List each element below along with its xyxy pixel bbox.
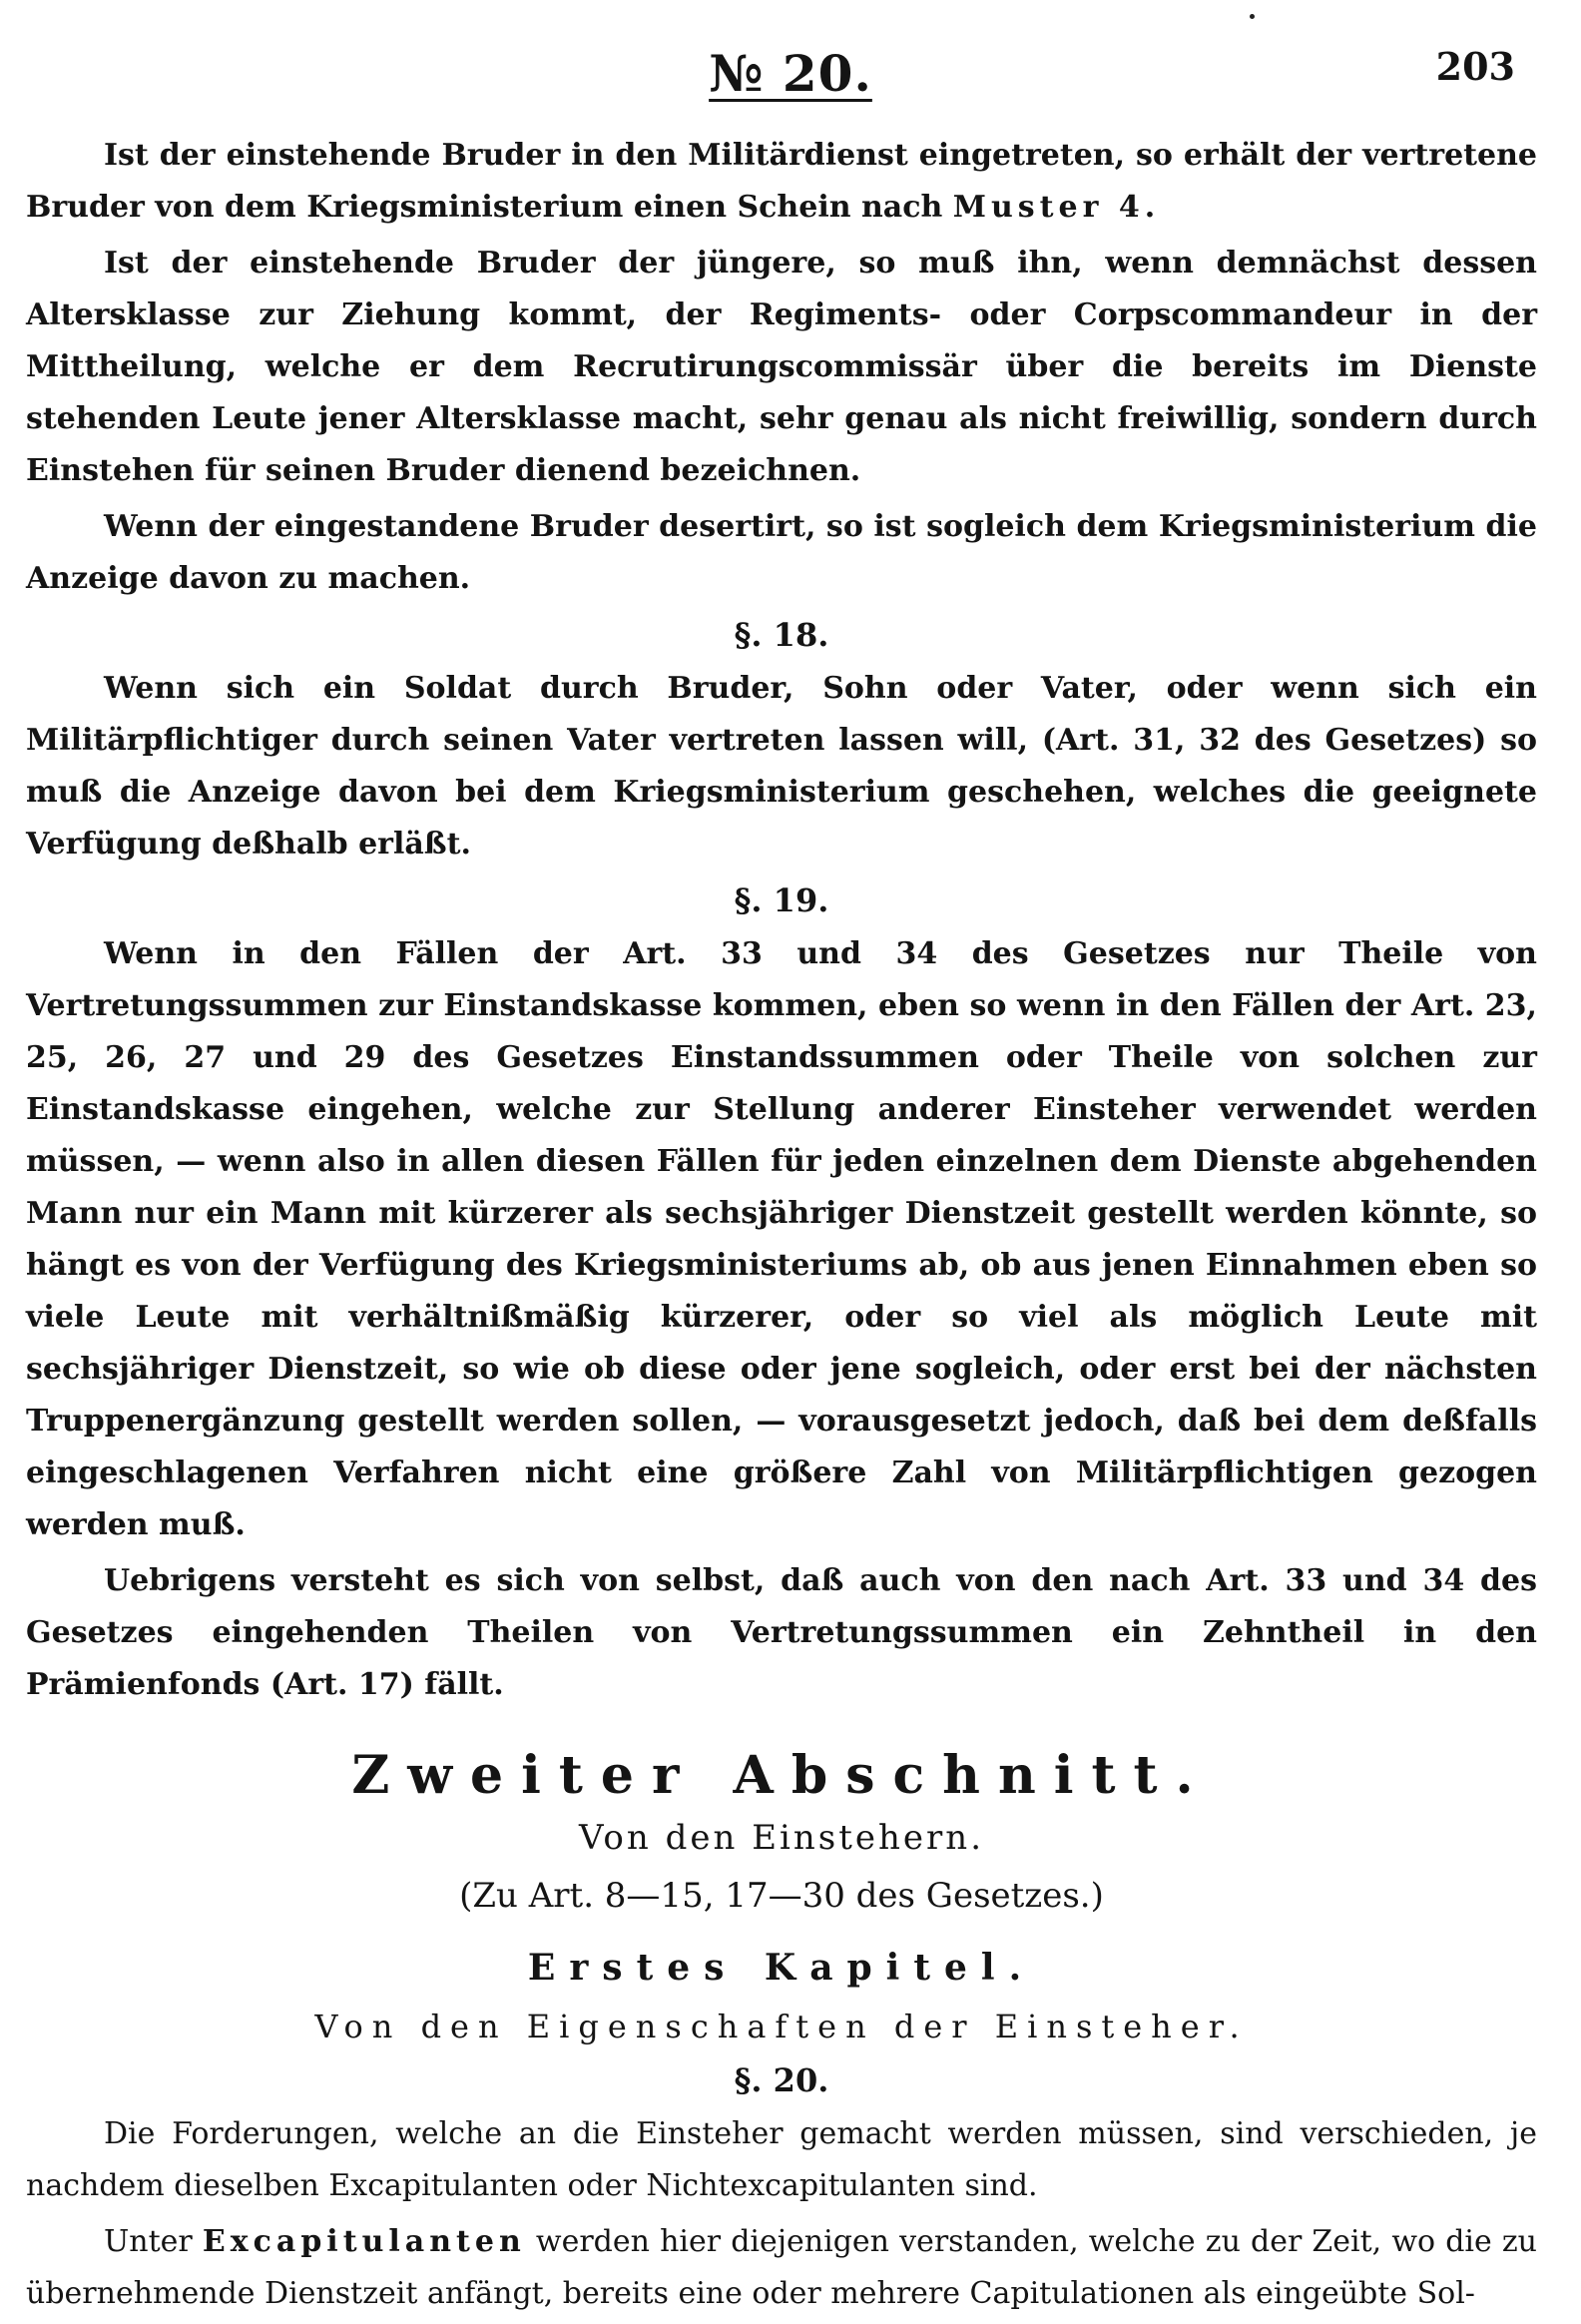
part-heading bbox=[26, 1741, 1537, 2052]
chapter-title: Erstes Kapitel. bbox=[527, 1947, 1036, 1989]
chapter-subtitle: Von den Eigenschaften der Einsteher. bbox=[314, 2008, 1249, 2045]
paragraph: Wenn der eingestandene Bruder desertirt, so ist sogleich dem Kriegsministerium die Anzeige davon zu machen. bbox=[26, 509, 1537, 596]
issue-number: № 20. bbox=[709, 44, 872, 103]
paragraph: Wenn sich ein Soldat durch Bruder, Sohn oder Vater, oder wenn sich ein Militärpflichtiger durch seinen Vater vertreten lassen will, (Art. 31, 32 des Gesetzes) so muß die Anzeige davon bei dem Kriegsministerium geschehen, welches die geeignete Verfügung deßhalb erläßt. bbox=[26, 671, 1537, 862]
page-number: 203 bbox=[1435, 44, 1515, 89]
paragraph: Ist der einstehende Bruder in den Militärdienst eingetreten, so erhält der vertretene Bruder von dem Kriegsministerium einen Schein nach Muster 4. bbox=[26, 138, 1537, 225]
paragraph: Uebrigens versteht es sich von selbst, daß auch von den nach Art. 33 und 34 des Gesetzes eingehenden Theilen von Vertretungssummen ein Zehntheil in den Prämienfonds (Art. 17) fällt. bbox=[26, 1563, 1537, 1702]
paragraph: Die Forderungen, welche an die Einsteher gemacht werden müssen, sind verschieden, je nachdem dieselben Excapitulanten oder Nichtexcapitulanten sind. bbox=[26, 2116, 1537, 2203]
section-title-20: §. 20. bbox=[734, 2061, 829, 2099]
section-title-19: §. 19. bbox=[734, 881, 829, 919]
emphasis: Muster 4. bbox=[952, 190, 1161, 225]
part-subtitle: Von den Einstehern. bbox=[579, 1818, 984, 1858]
print-speck bbox=[1250, 14, 1255, 19]
section-title-18: §. 18. bbox=[734, 616, 829, 654]
part-reference: (Zu Art. 8—15, 17—30 des Gesetzes.) bbox=[459, 1876, 1104, 1916]
paragraph: Ist der einstehende Bruder der jüngere, so muß ihn, wenn demnächst dessen Altersklasse zur Ziehung kommt, der Regiments- oder Corpscommandeur in der Mittheilung, welche er dem Recrutirungscommissär über die bereits im Dienste stehenden Leute jener Altersklasse macht, sehr genau als nicht freiwillig, sondern durch Einstehen für seinen Bruder dienend bezeichnen. bbox=[26, 246, 1537, 488]
emphasis: Excapitulanten bbox=[202, 2224, 526, 2259]
part-title: Zweiter Abschnitt. bbox=[351, 1745, 1212, 1806]
paragraph: Wenn in den Fällen der Art. 33 und 34 des Gesetzes nur Theile von Vertretungssummen zur Einstandskasse kommen, eben so wenn in den Fällen der Art. 23, 25, 26, 27 und 29 des Gesetzes Einstandssummen oder Theile von solchen zur Einstandskasse eingehen, welche zur Stellung anderer Einsteher verwendet werden müssen, — wenn also in allen diesen Fällen für jeden einzelnen dem Dienste abgehenden Mann nur ein Mann mit kürzerer als sechsjähriger Dienstzeit gestellt werden könnte, so hängt es von der Verfügung des Kriegsministeriums ab, ob aus jenen Einnahmen eben so viele Leute mit verhältnißmäßig kürzerer, oder so viel als möglich Leute mit sechsjähriger Dienstzeit, so wie ob diese oder jene sogleich, oder erst bei der nächsten Truppenergänzung gestellt werden sollen, — vorausgesetzt jedoch, daß bei dem deßfalls eingeschlagenen Verfahren nicht eine größere Zahl von Militärpflichtigen gezogen werden muß. bbox=[26, 936, 1537, 1542]
page-body bbox=[26, 130, 1537, 2324]
paragraph: Unter Excapitulanten werden hier diejenigen verstanden, welche zu der Zeit, wo die zu übernehmende Dienstzeit anfängt, bereits eine oder mehrere Capitulationen als eingeübte Sol- bbox=[26, 2224, 1537, 2311]
